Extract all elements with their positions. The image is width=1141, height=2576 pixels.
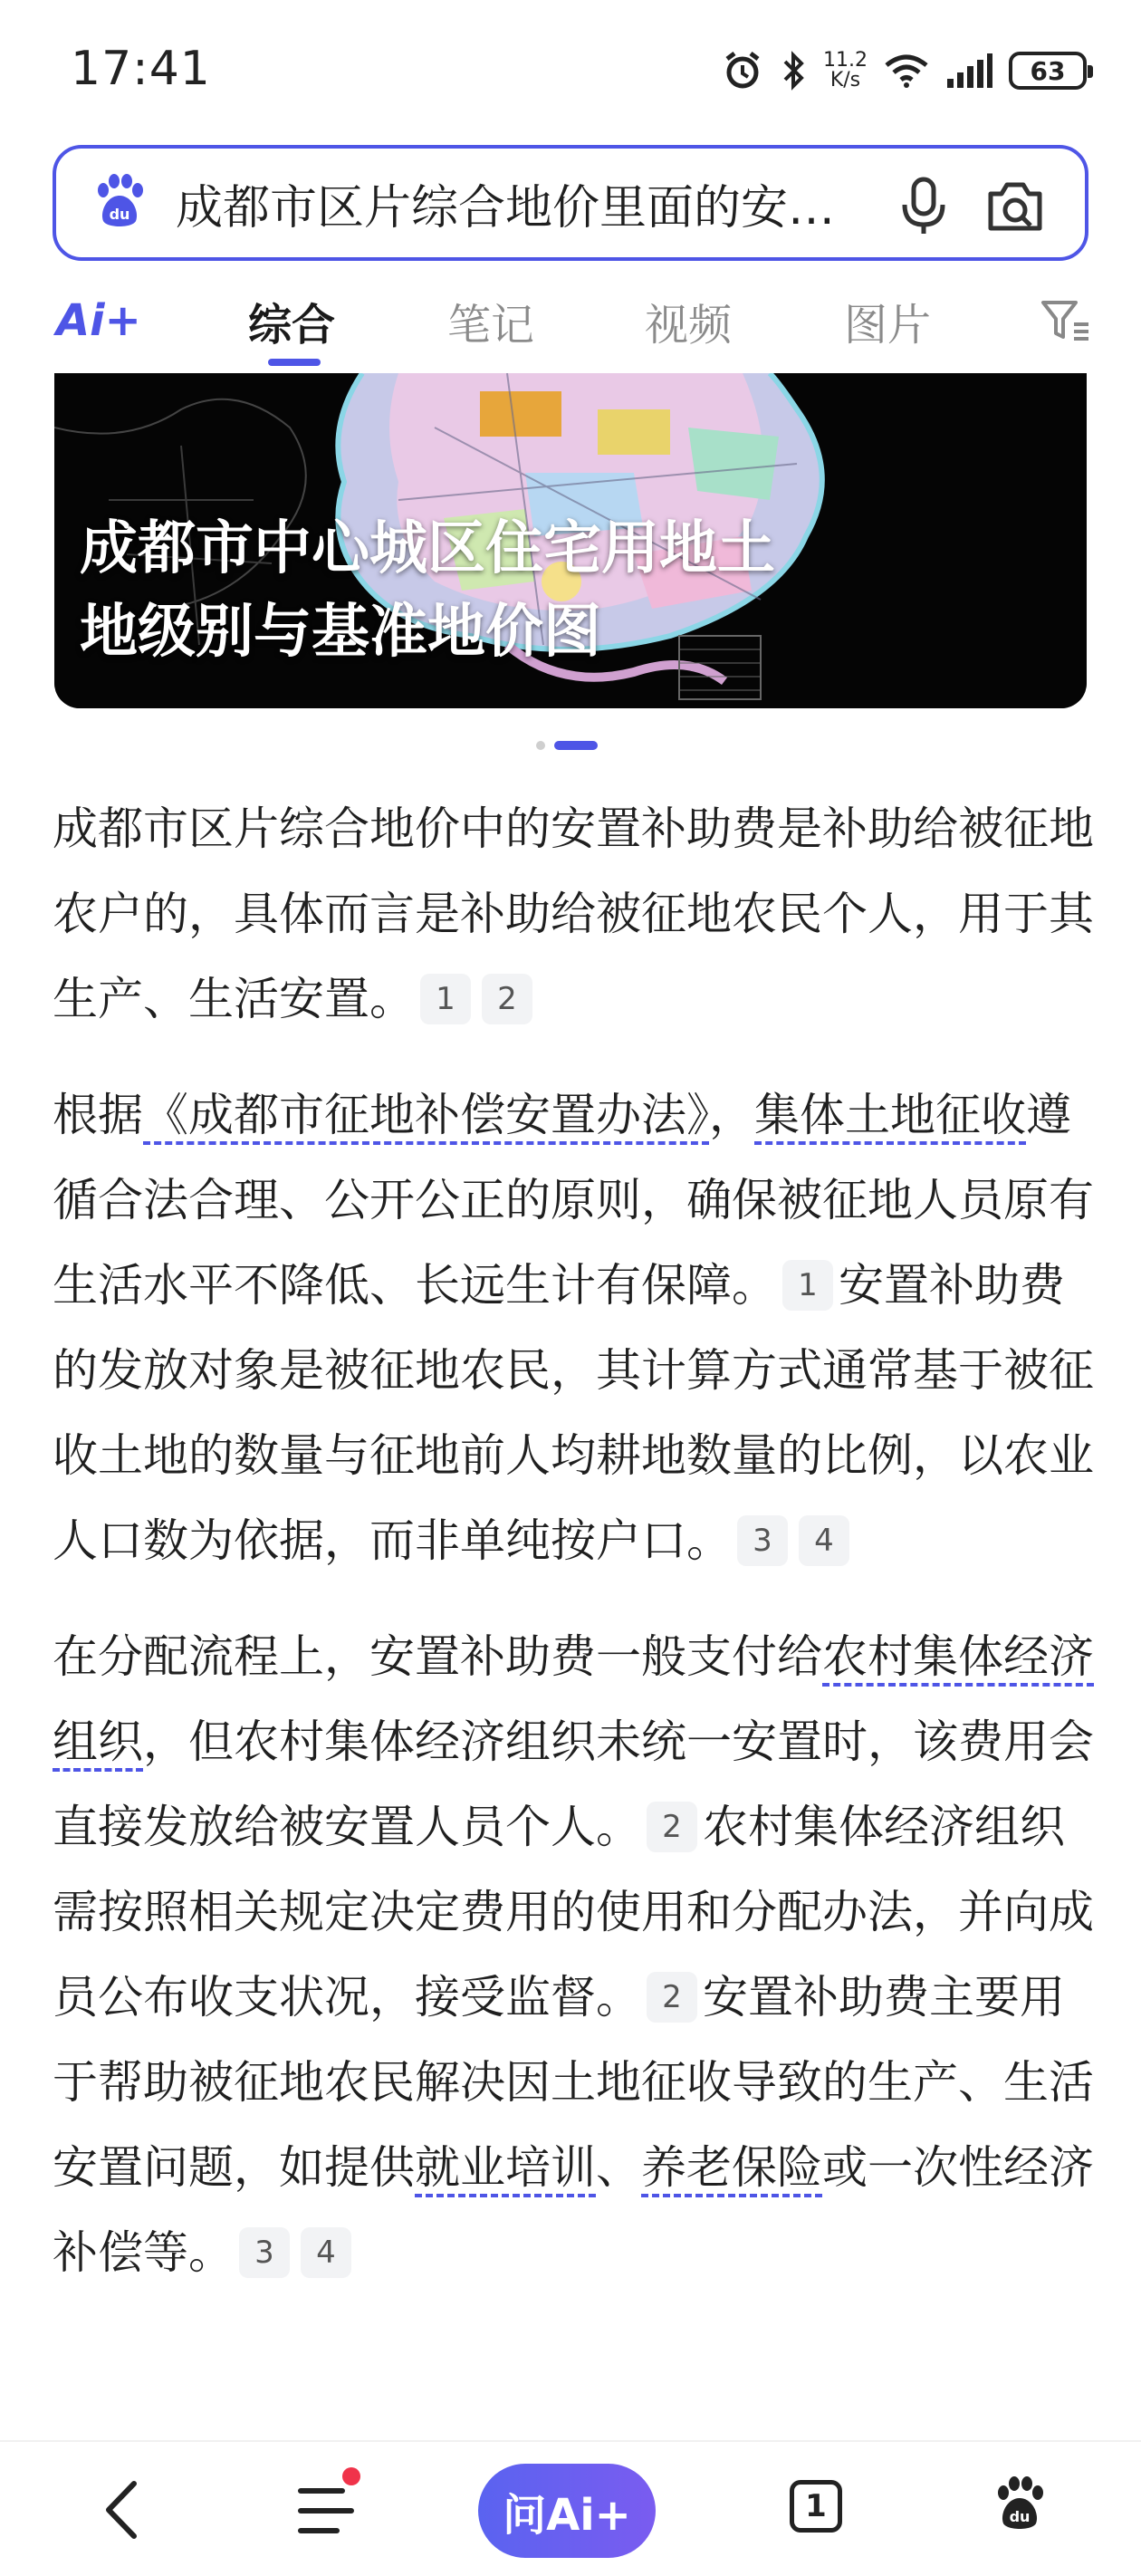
status-icons xyxy=(722,43,1087,98)
citation-badge[interactable]: 3 xyxy=(737,1515,788,1566)
status-bar xyxy=(0,0,1141,136)
tab-video[interactable]: 视频 xyxy=(645,300,733,351)
camera-search-icon[interactable] xyxy=(983,176,1047,241)
citation-badge[interactable]: 3 xyxy=(239,2227,290,2278)
tab-images[interactable]: 图片 xyxy=(844,300,932,351)
citation-badge[interactable]: 2 xyxy=(482,974,532,1024)
term-link[interactable]: 农村集体经济组织 xyxy=(53,1630,1094,1772)
notification-dot xyxy=(342,2467,360,2485)
image-card-title-line2: 地级别与基准地价图 xyxy=(80,599,601,666)
term-link[interactable]: 集体土地征收 xyxy=(754,1089,1026,1145)
active-tab-indicator xyxy=(268,359,321,366)
tab-ai[interactable]: Ai+ xyxy=(56,295,141,346)
answer-text: 成都市区片综合地价中的安置补助费是补助给被征地农户的，具体而言是补助给被征地农民个人，用于其生产、生活安置。 xyxy=(53,803,1094,1025)
svg-text:du: du xyxy=(109,206,130,223)
answer-text: 安置补助费的发放对象是被征地农民，其计算方式通常基于被征收土地的数量与征地前人均耕地数量的比例，以农业人口数为依据，而非单纯按户口。 xyxy=(53,1259,1094,1567)
bottom-navigation xyxy=(0,2440,1141,2576)
carousel-dot xyxy=(536,741,545,750)
filter-icon[interactable] xyxy=(1040,297,1090,348)
signal-icon xyxy=(945,53,992,88)
ask-ai-button[interactable]: 问Ai+ xyxy=(478,2464,656,2558)
tabs-count-button[interactable]: 1 xyxy=(790,2480,842,2533)
citation-badge[interactable]: 2 xyxy=(647,1802,697,1852)
answer-text: 、 xyxy=(596,2141,641,2194)
wifi-icon xyxy=(884,53,929,89)
microphone-icon[interactable] xyxy=(898,176,949,241)
net-speed-value: 11.2 xyxy=(823,49,868,72)
carousel-dot-active xyxy=(554,741,598,750)
battery-indicator: 63 xyxy=(1009,52,1087,90)
citation-badge[interactable]: 2 xyxy=(647,1972,697,2023)
bluetooth-icon xyxy=(780,50,807,91)
svg-text:du: du xyxy=(1009,2508,1031,2525)
answer-text: ，但农村集体经济组织未统一安置时，该费用会直接发放给被安置人员个人。 xyxy=(53,1716,1094,1853)
tab-notes[interactable]: 笔记 xyxy=(447,300,535,351)
answer-text: 根据 xyxy=(53,1089,143,1141)
search-input[interactable]: 成都市区片综合地价里面的安… xyxy=(176,180,836,235)
term-link[interactable]: 养老保险 xyxy=(641,2141,822,2197)
image-card-title-line1: 成都市中心城区住宅用地土 xyxy=(80,515,775,582)
answer-text: 农村集体经济组织需按照相关规定决定费用的使用和分配办法，并向成员公布收支状况，接受监督。 xyxy=(53,1801,1094,2023)
baidu-logo-icon xyxy=(56,172,149,234)
answer-text: 遵循合法合理、公开公正的原则，确保被征地人员原有生活水平不降低、长远生计有保障。 xyxy=(53,1089,1094,1312)
map-image-card[interactable] xyxy=(54,373,1087,708)
net-speed xyxy=(823,51,868,91)
answer-text: ， xyxy=(709,1089,754,1141)
answer-text: 或一次性经济补偿等。 xyxy=(53,2141,1094,2279)
answer-text: 安置补助费主要用于帮助被征地农民解决因土地征收导致的生产、生活安置问题，如提供 xyxy=(53,1971,1094,2194)
tab-comprehensive[interactable]: 综合 xyxy=(248,300,336,351)
term-link[interactable]: 就业培训 xyxy=(415,2141,596,2197)
citation-badge[interactable]: 4 xyxy=(301,2227,351,2278)
citation-badge[interactable]: 1 xyxy=(420,974,471,1024)
alarm-icon xyxy=(722,50,763,91)
image-card-title xyxy=(80,507,775,674)
net-speed-unit: K/s xyxy=(829,69,861,91)
citation-badge[interactable]: 1 xyxy=(782,1260,833,1311)
answer-paragraph-3 xyxy=(53,1614,1094,2295)
status-time: 17:41 xyxy=(71,42,211,96)
carousel-indicator xyxy=(536,741,598,750)
back-icon[interactable] xyxy=(100,2478,145,2545)
search-bar[interactable] xyxy=(53,145,1088,261)
citation-badge[interactable]: 4 xyxy=(799,1515,849,1566)
answer-text: 在分配流程上，安置补助费一般支付给 xyxy=(53,1630,822,1683)
menu-icon[interactable] xyxy=(297,2485,355,2540)
answer-paragraph-1 xyxy=(53,786,1094,1042)
baidu-home-icon[interactable] xyxy=(991,2475,1049,2536)
result-tabs xyxy=(0,272,1141,371)
ai-answer xyxy=(53,786,1094,2326)
term-link[interactable]: 《成都市征地补偿安置办法》 xyxy=(143,1089,709,1145)
answer-paragraph-2 xyxy=(53,1072,1094,1583)
